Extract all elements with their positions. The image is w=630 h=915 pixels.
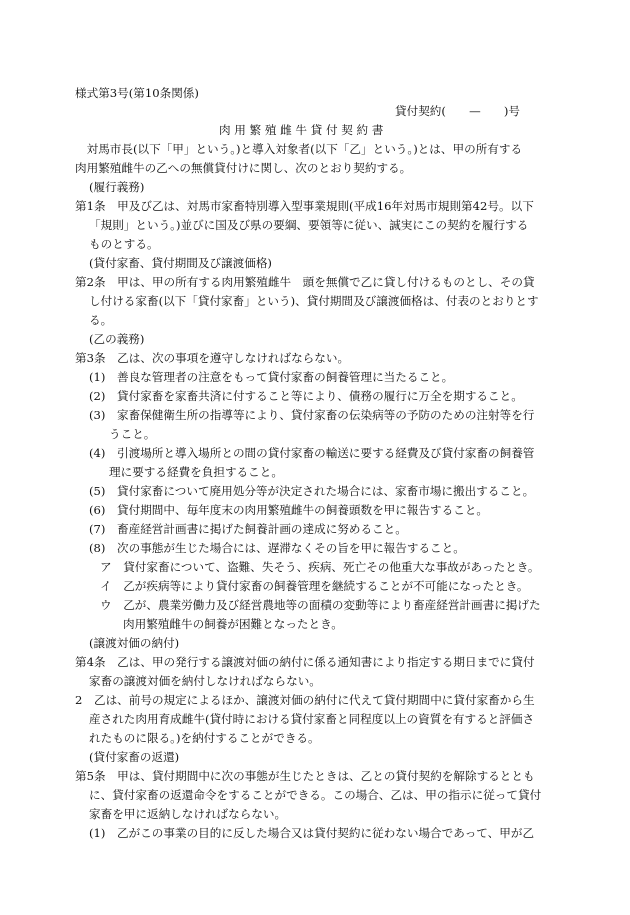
article-3-subitem: ウ 乙が、農業労働力及び経営農地等の面積の変動等により畜産経営計画書に掲げた [100,598,541,612]
article-5-line: に、貸付家畜の返還命令をすることができる。この場合、乙は、甲の指示に従って貸付 [89,788,542,802]
article-2-line: し付ける家畜(以下「貸付家畜」という)、貸付期間及び譲渡価格は、付表のとおりとす [89,294,539,308]
article-3-subitem-cont: 肉用繁殖雌牛の飼養が困難となったとき。 [123,617,343,631]
form-label: 様式第3号(第10条関係) [75,86,199,100]
article-3-item: (1) 善良な管理者の注意をもって貸付家畜の飼養管理に当たること。 [89,370,454,384]
article-3-lead: 第3条 乙は、次の事項を遵守しなければならない。 [75,351,350,365]
article-4-line: 産された肉用育成雌牛(貸付時における貸付家畜と同程度以上の資質を有すると評価さ [89,712,535,726]
article-3-item: (5) 貸付家畜について廃用処分等が決定された場合には、家畜市場に搬出すること。 [89,484,535,498]
article-3-subitem: イ 乙が疾病等により貸付家畜の飼養管理を継続することが不可能になったとき。 [100,579,529,593]
article-3-item-cont: 理に要する経費を負担すること。 [109,465,283,479]
article-2-heading: (貸付家畜、貸付期間及び譲渡価格) [89,256,272,270]
article-1-line: ものとする。 [89,237,159,251]
article-1-heading: (履行義務) [89,180,145,194]
article-5-line: 第5条 甲は、貸付期間中に次の事態が生じたときは、乙との貸付契約を解除するととも [75,769,535,783]
article-3-item-cont: うこと。 [109,427,156,441]
article-5-line: 家畜を甲に返納しなければならない。 [89,807,287,821]
article-2-line: る。 [89,313,113,327]
article-3-item: (6) 貸付期間中、毎年度末の肉用繁殖雌牛の飼養頭数を甲に報告すること。 [89,503,489,517]
article-3-item: (7) 畜産経営計画書に掲げた飼養計画の達成に努めること。 [89,522,407,536]
preamble-line: 肉用繁殖雌牛の乙への無償貸付けに関し、次のとおり契約する。 [75,161,412,175]
article-3-item: (2) 貸付家畜を家畜共済に付すること等により、債務の履行に万全を期すること。 [89,389,523,403]
contract-number: 貸付契約( — )号 [395,104,520,118]
article-3-subitem: ア 貸付家畜について、盗難、失そう、疾病、死亡その他重大な事故があったとき。 [100,560,540,574]
article-1-line: 「規則」という。)並びに国及び県の要綱、要領等に従い、誠実にこの契約を履行する [89,218,529,232]
article-1-line: 第1条 甲及び乙は、対馬市家畜特別導入型事業規則(平成16年対馬市規則第42号。以下 [75,199,534,213]
article-4-line: 第4条 乙は、甲の発行する譲渡対価の納付に係る通知書により指定する期日までに貸付 [75,655,535,669]
article-3-item: (3) 家畜保健衛生所の指導等により、貸付家畜の伝染病等の予防のための注射等を行 [89,408,535,422]
article-5-item: (1) 乙がこの事業の目的に反した場合又は貸付契約に従わない場合であって、甲が乙 [89,826,535,840]
preamble-line: 対馬市長(以下「甲」という。)と導入対象者(以下「乙」という。)とは、甲の所有する [75,142,523,156]
article-4-line: 家畜の譲渡対価を納付しなければならない。 [89,674,321,688]
article-4-paragraph-2: 2 乙は、前号の規定によるほか、譲渡対価の納付に代えて貸付期間中に貸付家畜から生 [75,693,535,707]
article-2-line: 第2条 甲は、甲の所有する肉用繁殖雌牛 頭を無償で乙に貸し付けるものとし、その貸 [75,275,535,289]
article-3-item: (8) 次の事態が生じた場合には、遅滞なくその旨を甲に報告すること。 [89,541,465,555]
article-3-item: (4) 引渡場所と導入場所との間の貸付家畜の輸送に要する経費及び貸付家畜の飼養管 [89,446,535,460]
document-title: 肉 用 繁 殖 雌 牛 貸 付 契 約 書 [219,123,384,137]
article-5-heading: (貸付家畜の返還) [89,750,180,764]
article-4-heading: (譲渡対価の納付) [89,636,180,650]
article-4-line: れたものに限る。)を納付することができる。 [89,731,320,745]
article-3-heading: (乙の義務) [89,332,145,346]
